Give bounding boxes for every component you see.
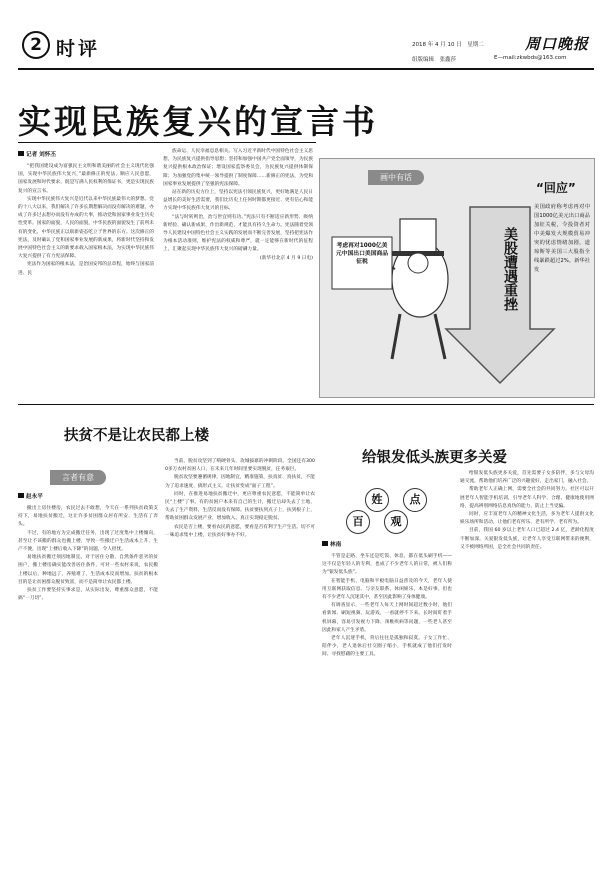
paragraph: 同时，在推进易地扶贫搬迁中，更应尊重农民意愿，不能简单让农民“上楼”了事。有的贫困户本来有自己的生计，搬迁后却失去了土地、失去了生产资料，生活反而没有保障。扶贫要扶到点子上、扶到根子上，帮助贫困群众发展产业、增加收入，真正实现稳定脱贫。 xyxy=(165,491,315,522)
paragraph: 帮助老年人正确上网，需要全社会的共同努力。社区可以开展老年人智能手机培训，引导老年人科学、合理、健康地使用网络，提高辨别网络信息真伪的能力，防止上当受骗。 xyxy=(460,487,594,509)
cartoon-title: “回应” xyxy=(536,181,576,195)
figure-leg-right xyxy=(435,314,445,359)
issue-date: 2018 年 4 月 10 日 星期二 xyxy=(412,42,484,48)
section-title: 时评 xyxy=(56,38,101,60)
poverty-column-2 xyxy=(165,458,315,886)
paragraph: 农民是否上楼，要看农民的意愿，要看是否有利于生产生活。切不可一味追求集中上楼，让扶贫好事办不好。 xyxy=(165,524,315,538)
paragraph: 站在新的历史方位上，坚持以宪法引领民族复兴，更好地满足人民日益增长的美好生活需要，我们比历史上任何时期都更接近、更有信心和能力实现中华民族伟大复兴的目标。 xyxy=(163,190,313,212)
main-byline: 记者 刘怀丕 xyxy=(18,150,56,158)
paper-logo: 周口晚报 xyxy=(525,35,590,53)
main-column-2 xyxy=(163,148,313,388)
dateline: (新华社北京 4 月 9 日电) xyxy=(259,255,313,261)
paragraph: 给银发低头族更多关爱，首先需要子女多陪伴，多与父母沟通交流，帮助他们培养广泛的兴趣爱好，走出家门，融入社会。 xyxy=(460,471,594,485)
sign-text: 考虑再对1000亿美元中国出口美国商品征税 xyxy=(335,243,389,265)
section-divider xyxy=(18,404,594,405)
paragraph: 同时，应丰富老年人的精神文化生活，多为老年人提供文化娱乐场所和活动，让他们老有所乐、老有所学、老有所为。 xyxy=(460,512,594,526)
paragraph: “法与时转则治，治与世宜则有功。”宪法只有不断适应新形势、吸纳新经验、确认新成果，作出新规范，才能具有持久生命力。宪法随着党领导人民建设中国特色社会主义实践的发展而不断完善发展，坚持把宪法作为根本活动准则，维护宪法的权威和尊严，就一定能够在新时代的征程上，汇聚起实现中华民族伟大复兴的磅礴力量。 xyxy=(163,214,313,253)
paragraph: 老年人沉迷手机，背后往往是孤独和寂寞。子女工作忙、陪伴少，老人退休后社交圈子缩小，手机就成了他们打发时间、寻找慰藉的主要工具。 xyxy=(322,636,452,658)
paragraph: 不过，有的地方为完成搬迁任务，出现了过度集中上楼倾向，甚至让不该搬的群众也搬上楼，导致一些搬迁户生活成本上升、生产不便，出现“上楼后收入下降”的问题，令人担忧。 xyxy=(18,530,158,553)
stamp-char: 观 xyxy=(384,510,408,534)
paragraph: 扶贫工作要坚持实事求是，从实际出发，尊重群众意愿，不能搞“一刀切”。 xyxy=(18,588,158,602)
paragraph: 有调查显示，一些老年人每天上网时间超过数小时，他们看新闻、刷短视频、玩游戏，一看就停不下来。长时间盯着手机屏幕，容易引发视力下降、颈椎疾病等问题，一些老人甚至因此和家人产生矛盾。 xyxy=(322,603,452,633)
paragraph: 实现中华民族伟大复兴是近代以来中华民族最伟大的梦想。党的十八大以来，我们解决了许多长期想解决而没有解决的难题，办成了许多过去想办而没有办成的大事，推动党和国家事业发生历史性变革。国家的面貌，人民的面貌，中华民族的面貌发生了前所未有的变化，中华民族正以崭新姿态屹立于世界的东方。这次修正的宪法，及时确认了党和国家事业发展的新成果，将新时代坚持和发展中国特色社会主义的新要求载入国家根本法，为实现中华民族伟大复兴提供了有力宪法保障。 xyxy=(18,196,154,260)
editor-credit: 组版编辑 张鑫莎 xyxy=(412,57,457,63)
page-number: 2 xyxy=(22,31,50,59)
silver-headline: 给银发低头族更多关爱 xyxy=(362,450,507,466)
paragraph: “把我国建设成为富强民主文明和谐美丽的社会主义现代化强国，实现中华民族伟大复兴，”最新修正的宪法，顺应人民意愿，国家发展和时代要求，既是写满人民权利的保证书，更是实现民族复兴的宣言书。 xyxy=(18,164,154,194)
stamp-char: 姓 xyxy=(365,488,389,512)
email-address: E—mail:zkwbds@163.com xyxy=(494,55,567,61)
poverty-column-1 xyxy=(18,505,158,885)
paragraph: 宪法作为国家的根本法，是治国安邦的总章程，始终与国家前进、民 xyxy=(18,262,154,276)
main-headline: 实现民族复兴的宣言书 xyxy=(18,102,378,141)
figure-hat xyxy=(400,219,436,253)
arrow-text: 美股遭遇重挫 xyxy=(502,226,518,311)
poverty-byline: 赵永平 xyxy=(18,492,43,500)
stamp-char: 点 xyxy=(403,488,427,512)
figure-leg-left xyxy=(392,314,400,359)
paragraph: 脱贫攻坚要遵循规律，因地制宜，精准施策，扶真贫、真扶贫，不能为了追求速度、搞形式主义，让扶贫变成“面子工程”。 xyxy=(165,475,315,489)
poverty-headline: 扶贫不是让农民都上楼 xyxy=(64,428,209,444)
stamp-char: 百 xyxy=(346,510,370,534)
cartoon-tag: 画中有话 xyxy=(368,170,424,185)
cartoon-caption: 美国政府称考虑再对中国1000亿美元出口商品加征关税，令投资者对中美爆发大规模贸易冲突的忧虑情绪加剧，道琼斯等美国三大股指全线暴跌超过2%。新华社发 xyxy=(534,204,590,273)
silver-column-2 xyxy=(460,470,594,886)
paragraph: 在智能手机、电脑和平板电脑日益普及的今天，老年人使用互联网获取信息、与亲友联系、休闲娱乐，本是好事。但也有不少老年人沉迷其中，甚至因此影响了身体健康。 xyxy=(322,578,452,601)
paragraph: 当前，脱贫攻坚到了啃硬骨头、攻城拔寨的冲刺阶段。全国还有3000多万农村贫困人口，在未来几年时间里要实现脱贫，任务艰巨。 xyxy=(165,459,315,473)
poverty-tag: 言者有意 xyxy=(50,470,106,485)
main-column-1 xyxy=(18,163,154,425)
paragraph: 不管是走路、坐车还是吃饭、休息，都在低头刷手机——这不仅是年轻人的专利，也成了不少老年人的日常，被人们称为“银发低头族”。 xyxy=(322,554,452,576)
headline-rule xyxy=(18,142,316,143)
paragraph: 易地扶贫搬迁须因地制宜。对于居住分散、自然条件恶劣的贫困户，搬上楼房确实能改善居住条件，可对一些农村来说，农民搬上楼以后，种地远了，养殖难了，生活成本反而增加。扶贫的根本目的是让贫困群众脱贫致富，而不是简单让农民都上楼。 xyxy=(18,555,158,585)
paragraph: 目前，我国 60 岁以上老年人口已超过 2.4 亿，老龄化程度不断加深。关爱银发低头族，让老年人享受互联网带来的便利，又不被网络所困，是全社会共同的责任。 xyxy=(460,528,594,550)
cartoon-panel xyxy=(319,158,595,398)
masthead-rule xyxy=(18,68,594,70)
silver-column-1 xyxy=(322,553,452,885)
silver-byline: 林南 xyxy=(322,540,341,548)
paragraph: 族命运、人民幸福息息相关。写入习近平新时代中国特色社会主义思想，为民族复兴提供指导思想；坚持和加强中国共产党全面领导，为民族复兴提供根本政治保证；增设国家监察委员会，为民族复兴提供体制保障；为加强党的集中统一领导提供了制度保障……新修正的宪法，为党和国家事业发展提供了坚强的宪法保障。 xyxy=(163,149,313,187)
paragraph: 撤出上房住楼房，农民过去不敢想，今天在一系列扶贫政策支持下，易地扶贫搬迁，这让许多贫困群众居有所安、生活有了奔头。 xyxy=(18,506,158,528)
figure-head xyxy=(408,253,428,273)
